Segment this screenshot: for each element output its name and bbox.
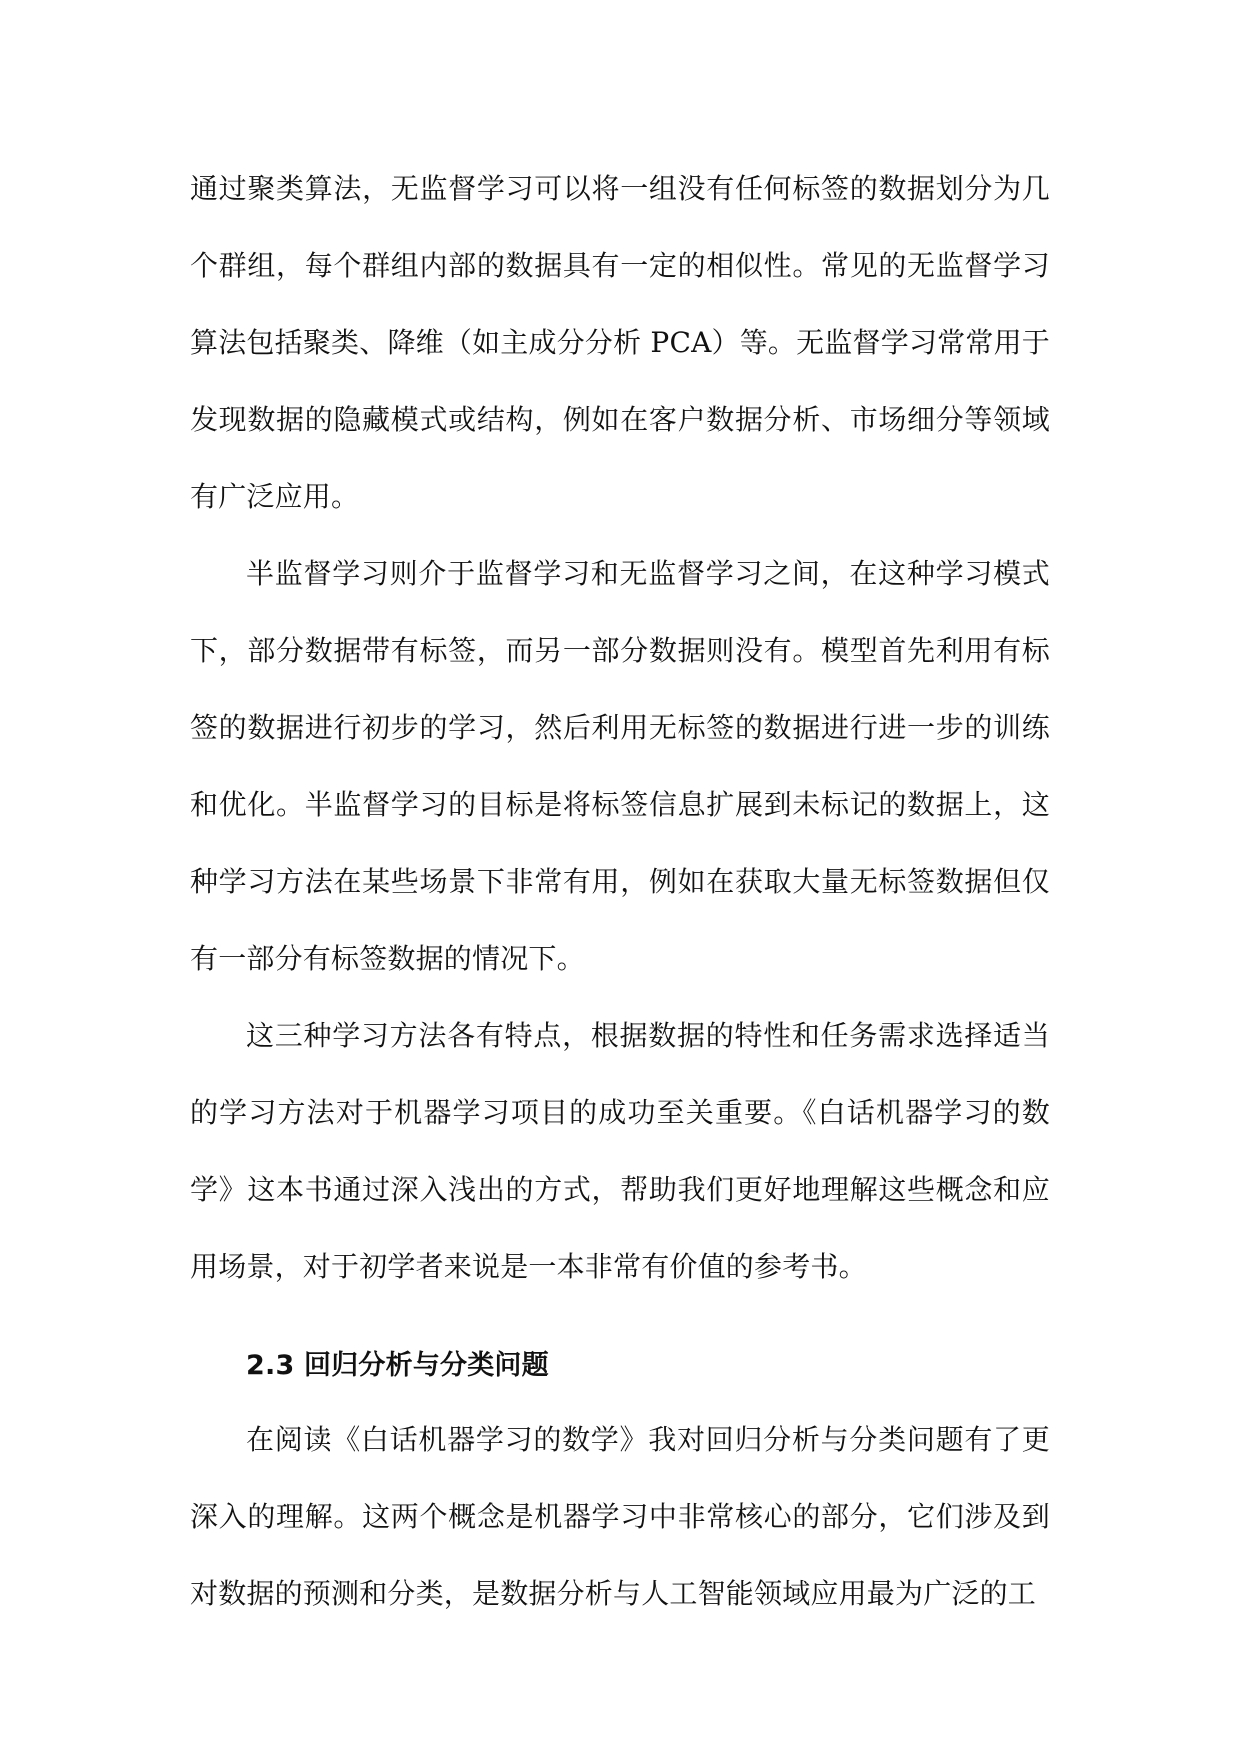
document-page xyxy=(190,150,1050,1632)
paragraph-regression-classification-intro: 在阅读《白话机器学习的数学》我对回归分析与分类问题有了更深入的理解。这两个概念是机器学习中非常核心的部分，它们涉及到对数据的预测和分类，是数据分析与人工智能领域应用最为广泛的工 xyxy=(190,1423,1050,1610)
section-heading-regression-classification: 2.3 回归分析与分类问题 xyxy=(246,1350,549,1381)
paragraph-unsupervised-learning: 通过聚类算法，无监督学习可以将一组没有任何标签的数据划分为几个群组，每个群组内部的数据具有一定的相似性。常见的无监督学习算法包括聚类、降维（如主成分分析 PCA）等。无监督学习常常用于发现数据的隐藏模式或结构，例如在客户数据分析、市场细分等领域有广泛应用。 xyxy=(190,172,1050,513)
paragraph-learning-methods-summary: 这三种学习方法各有特点，根据数据的特性和任务需求选择适当的学习方法对于机器学习项目的成功至关重要。《白话机器学习的数学》这本书通过深入浅出的方式，帮助我们更好地理解这些概念和应用场景，对于初学者来说是一本非常有价值的参考书。 xyxy=(190,1019,1050,1283)
paragraph-semi-supervised-learning: 半监督学习则介于监督学习和无监督学习之间，在这种学习模式下，部分数据带有标签，而另一部分数据则没有。模型首先利用有标签的数据进行初步的学习，然后利用无标签的数据进行进一步的训练和优化。半监督学习的目标是将标签信息扩展到未标记的数据上，这种学习方法在某些场景下非常有用，例如在获取大量无标签数据但仅有一部分有标签数据的情况下。 xyxy=(190,557,1050,975)
